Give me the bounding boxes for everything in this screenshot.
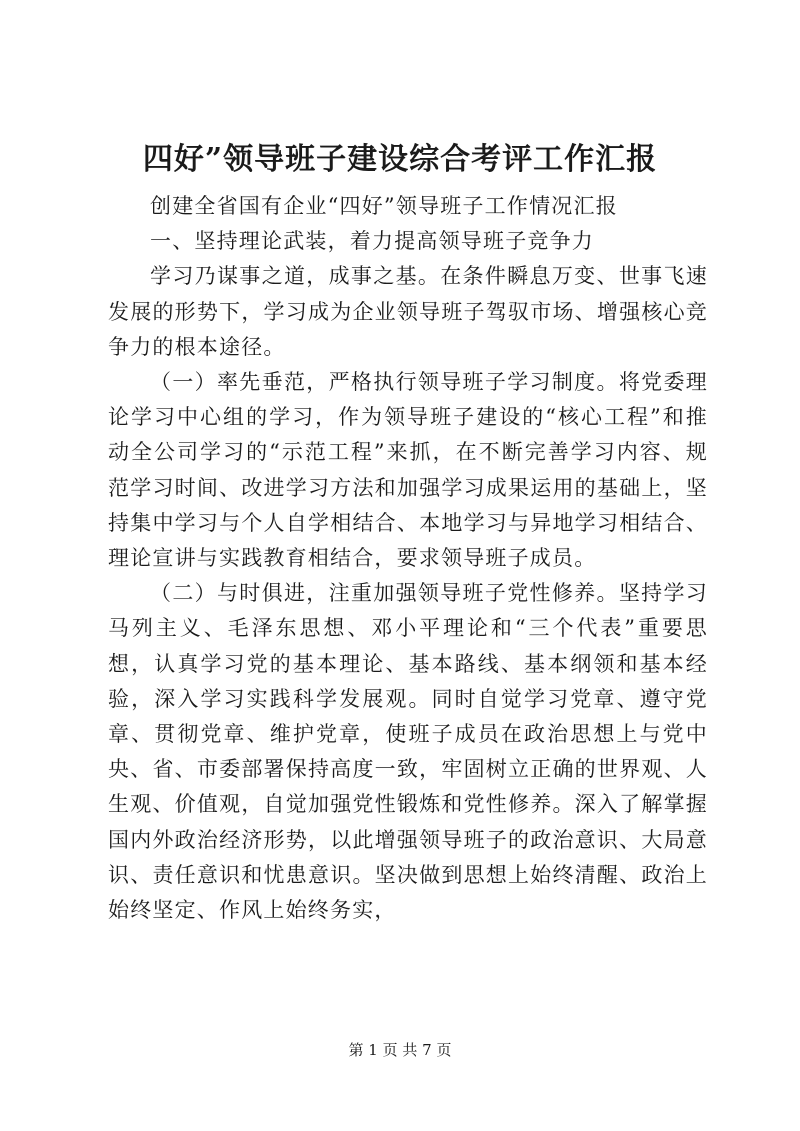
document-title: 四好”领导班子建设综合考评工作汇报	[142, 142, 658, 177]
section-heading: 一、坚持理论武装，着力提高领导班子竞争力	[150, 229, 594, 254]
body-paragraph: 学习乃谋事之道，成事之基。在条件瞬息万变、世事飞速发展的形势下，学习成为企业领导班子驾驭市场、增强核心竞争力的根本途径。	[108, 264, 708, 359]
body-paragraph: （二）与时俱进，注重加强领导班子党性修养。坚持学习马列主义、毛泽东思想、邓小平理论和“三个代表”重要思想，认真学习党的基本理论、基本路线、基本纲领和基本经验，深入学习实践科学发展观。同时自觉学习党章、遵守党章、贯彻党章、维护党章，使班子成员在政治思想上与党中央、省、市委部署保持高度一致，牢固树立正确的世界观、人生观、价值观，自觉加强党性锻炼和党性修养。深入了解掌握国内外政治经济形势，以此增强领导班子的政治意识、大局意识、责任意识和忧患意识。坚决做到思想上始终清醒、政治上始终坚定、作风上始终务实，	[108, 581, 708, 923]
body-paragraph: （一）率先垂范，严格执行领导班子学习制度。将党委理论学习中心组的学习，作为领导班子建设的“核心工程”和推动全公司学习的“示范工程”来抓，在不断完善学习内容、规范学习时间、改进学习方法和加强学习成果运用的基础上，坚持集中学习与个人自学相结合、本地学习与异地学习相结合、理论宣讲与实践教育相结合，要求领导班子成员。	[108, 370, 708, 571]
page-number-footer: 第 1 页 共 7 页	[348, 1041, 452, 1059]
subtitle-paragraph: 创建全省国有企业“四好”领导班子工作情况汇报	[150, 194, 618, 218]
document-body	[108, 189, 708, 928]
